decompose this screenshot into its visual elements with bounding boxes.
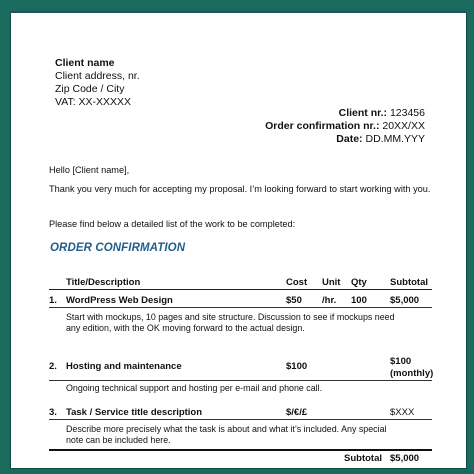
row-2-number: 2. xyxy=(49,361,57,372)
row-3-cost: $/€/£ xyxy=(286,407,308,418)
intro-paragraph: Thank you very much for accepting my proposal. I’m looking forward to start working with you. xyxy=(49,184,431,194)
row-1-unit: /hr. xyxy=(322,295,337,306)
row-1-number: 1. xyxy=(49,295,57,306)
date-value: DD.MM.YYY xyxy=(365,133,425,145)
row-3-subtotal: $XXX xyxy=(390,407,415,418)
greeting: Hello [Client name], xyxy=(49,165,130,175)
list-intro: Please find below a detailed list of the work to be completed: xyxy=(49,219,296,229)
row-1-cost: $50 xyxy=(286,295,302,306)
client-vat: VAT: XX-XXXXX xyxy=(55,96,132,108)
subtotal-label: Subtotal xyxy=(344,453,382,464)
row-3-number: 3. xyxy=(49,407,57,418)
client-nr-value: 123456 xyxy=(389,107,425,119)
row-3-title: Task / Service title description xyxy=(66,407,203,418)
row-1-title: WordPress Web Design xyxy=(66,295,173,306)
client-name: Client name xyxy=(55,57,115,69)
date-line: Date: DD.MM.YYY xyxy=(336,133,425,145)
row-2-subtotal-period: (monthly) xyxy=(390,368,434,379)
row-1-subtotal: $5,000 xyxy=(390,295,420,306)
client-block xyxy=(55,57,140,109)
col-cost-header: Cost xyxy=(286,277,308,288)
subtotal-value: $5,000 xyxy=(390,453,420,464)
client-zip-city: Zip Code / City xyxy=(55,83,125,95)
row-3-rule xyxy=(49,419,432,420)
col-title-header: Title/Description xyxy=(66,277,141,288)
section-heading: ORDER CONFIRMATION xyxy=(50,242,186,254)
order-confirmation-page xyxy=(10,11,467,469)
row-2-description: Ongoing technical support and hosting per e-mail and phone call. xyxy=(66,383,323,393)
order-nr-value: 20XX/XX xyxy=(382,120,425,132)
col-qty-header: Qty xyxy=(351,277,367,288)
row-2-rule xyxy=(49,380,432,381)
subtotal-rule xyxy=(49,449,432,451)
client-nr-line: Client nr.: 123456 xyxy=(338,107,425,119)
col-subtotal-header: Subtotal xyxy=(390,277,428,288)
row-1-rule xyxy=(49,307,432,308)
document-frame xyxy=(4,4,470,470)
order-nr-line: Order confirmation nr.: 20XX/XX xyxy=(265,120,425,132)
top-rule xyxy=(10,11,467,13)
row-2-cost: $100 xyxy=(286,361,308,372)
row-1-qty: 100 xyxy=(351,295,367,306)
row-1-description: Start with mockups, 10 pages and site structure. Discussion to see if mockups need any edition, with the OK moving forward to the actual design. xyxy=(66,312,395,333)
row-2-subtotal: $100 xyxy=(390,356,412,367)
row-2-title: Hosting and maintenance xyxy=(66,361,182,372)
header-rule xyxy=(49,289,432,290)
col-unit-header: Unit xyxy=(322,277,341,288)
order-meta xyxy=(265,107,425,146)
row-3-description: Describe more precisely what the task is about and what it’s included. Any special note can be included here. xyxy=(66,424,387,445)
client-address: Client address, nr. xyxy=(55,70,140,82)
